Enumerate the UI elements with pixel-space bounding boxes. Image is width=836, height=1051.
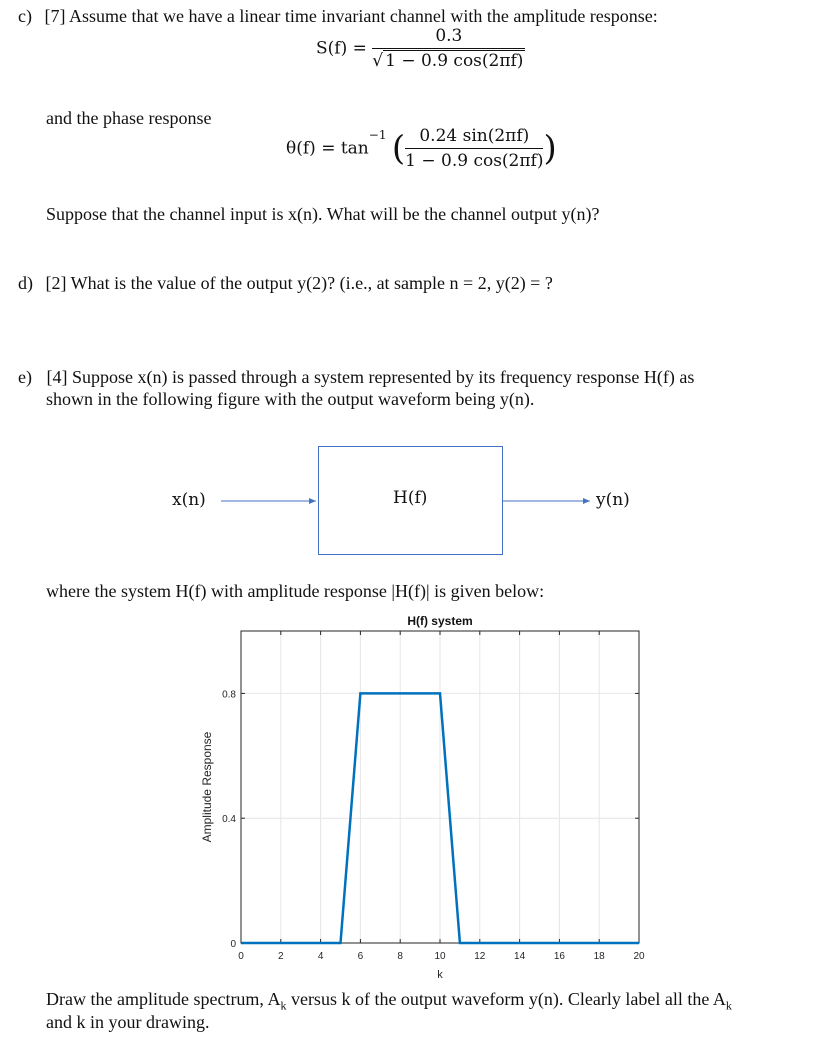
phase-intro: and the phase response xyxy=(46,108,212,128)
part-e-label: e) xyxy=(18,367,32,387)
system-label: H(f) xyxy=(393,488,428,508)
x-tick-label: 10 xyxy=(434,951,446,962)
x-tick-label: 14 xyxy=(514,951,526,962)
part-c-label: c) xyxy=(18,6,32,26)
y-tick-label: 0.4 xyxy=(222,814,236,826)
x-tick-label: 18 xyxy=(593,951,605,962)
figure-caption: where the system H(f) with amplitude response |H(f)| is given below: xyxy=(46,581,545,601)
part-d-label: d) xyxy=(18,273,33,293)
x-tick-label: 4 xyxy=(317,951,324,962)
final-sub-1: k xyxy=(280,998,287,1013)
part-e-text-2: shown in the following figure with the output waveform being y(n). xyxy=(46,389,535,409)
part-d xyxy=(18,273,553,294)
y-axis-label: Amplitude Response xyxy=(200,731,214,843)
chart-title: H(f) system xyxy=(407,614,473,628)
hf-chart xyxy=(0,605,836,985)
part-c-intro xyxy=(18,6,658,27)
phase-lhs: θ(f) = tan xyxy=(286,138,369,159)
amp-denominator-text: 1 − 0.9 cos(2πf) xyxy=(385,51,524,71)
phase-fraction xyxy=(405,126,543,171)
phase-exponent: −1 xyxy=(368,128,387,142)
part-e-text-1: [4] Suppose x(n) is passed through a system represented by its frequency response H(f) as xyxy=(46,367,695,387)
x-tick-label: 0 xyxy=(238,951,244,962)
part-c-intro-text: [7] Assume that we have a linear time invariant channel with the amplitude response: xyxy=(44,6,658,26)
phase-denominator: 1 − 0.9 cos(2πf) xyxy=(405,151,544,171)
sqrt-sign: √ xyxy=(372,51,384,71)
y-tick-label: 0.8 xyxy=(222,689,236,701)
amp-fraction xyxy=(372,26,525,71)
part-c-question: Suppose that the channel input is x(n). What will be the channel output y(n)? xyxy=(46,204,600,224)
output-label: y(n) xyxy=(596,490,630,510)
chart-grid xyxy=(241,631,639,943)
x-tick-label: 8 xyxy=(397,951,403,962)
phase-numerator: 0.24 sin(2πf) xyxy=(405,126,543,149)
final-sub-2: k xyxy=(725,998,732,1013)
input-label: x(n) xyxy=(172,490,206,510)
x-tick-label: 20 xyxy=(633,951,645,962)
part-e-line1 xyxy=(18,367,694,388)
right-paren: ) xyxy=(543,128,557,169)
x-axis-label: k xyxy=(437,969,443,981)
left-paren: ( xyxy=(391,128,406,169)
amp-lhs: S(f) = xyxy=(316,38,367,59)
final-instruction-1 xyxy=(46,989,732,1014)
y-tick-label: 0 xyxy=(230,939,236,950)
x-tick-label: 6 xyxy=(357,951,364,962)
x-tick-label: 2 xyxy=(278,951,284,962)
final-instruction-2: and k in your drawing. xyxy=(46,1012,210,1032)
x-tick-label: 16 xyxy=(553,951,565,962)
amp-numerator: 0.3 xyxy=(372,26,525,49)
part-d-text: [2] What is the value of the output y(2)? (i.e., at sample n = 2, y(2) = ? xyxy=(45,273,553,293)
x-tick-label: 12 xyxy=(474,951,486,962)
x-axis-ticks xyxy=(238,631,645,962)
final-text-b: versus k of the output waveform y(n). Clearly label all the A xyxy=(286,989,726,1009)
amp-denominator xyxy=(372,49,525,71)
phase-equation xyxy=(286,126,557,171)
y-axis-ticks xyxy=(222,689,639,950)
final-text-a: Draw the amplitude spectrum, A xyxy=(46,989,281,1009)
amplitude-equation xyxy=(316,26,525,71)
